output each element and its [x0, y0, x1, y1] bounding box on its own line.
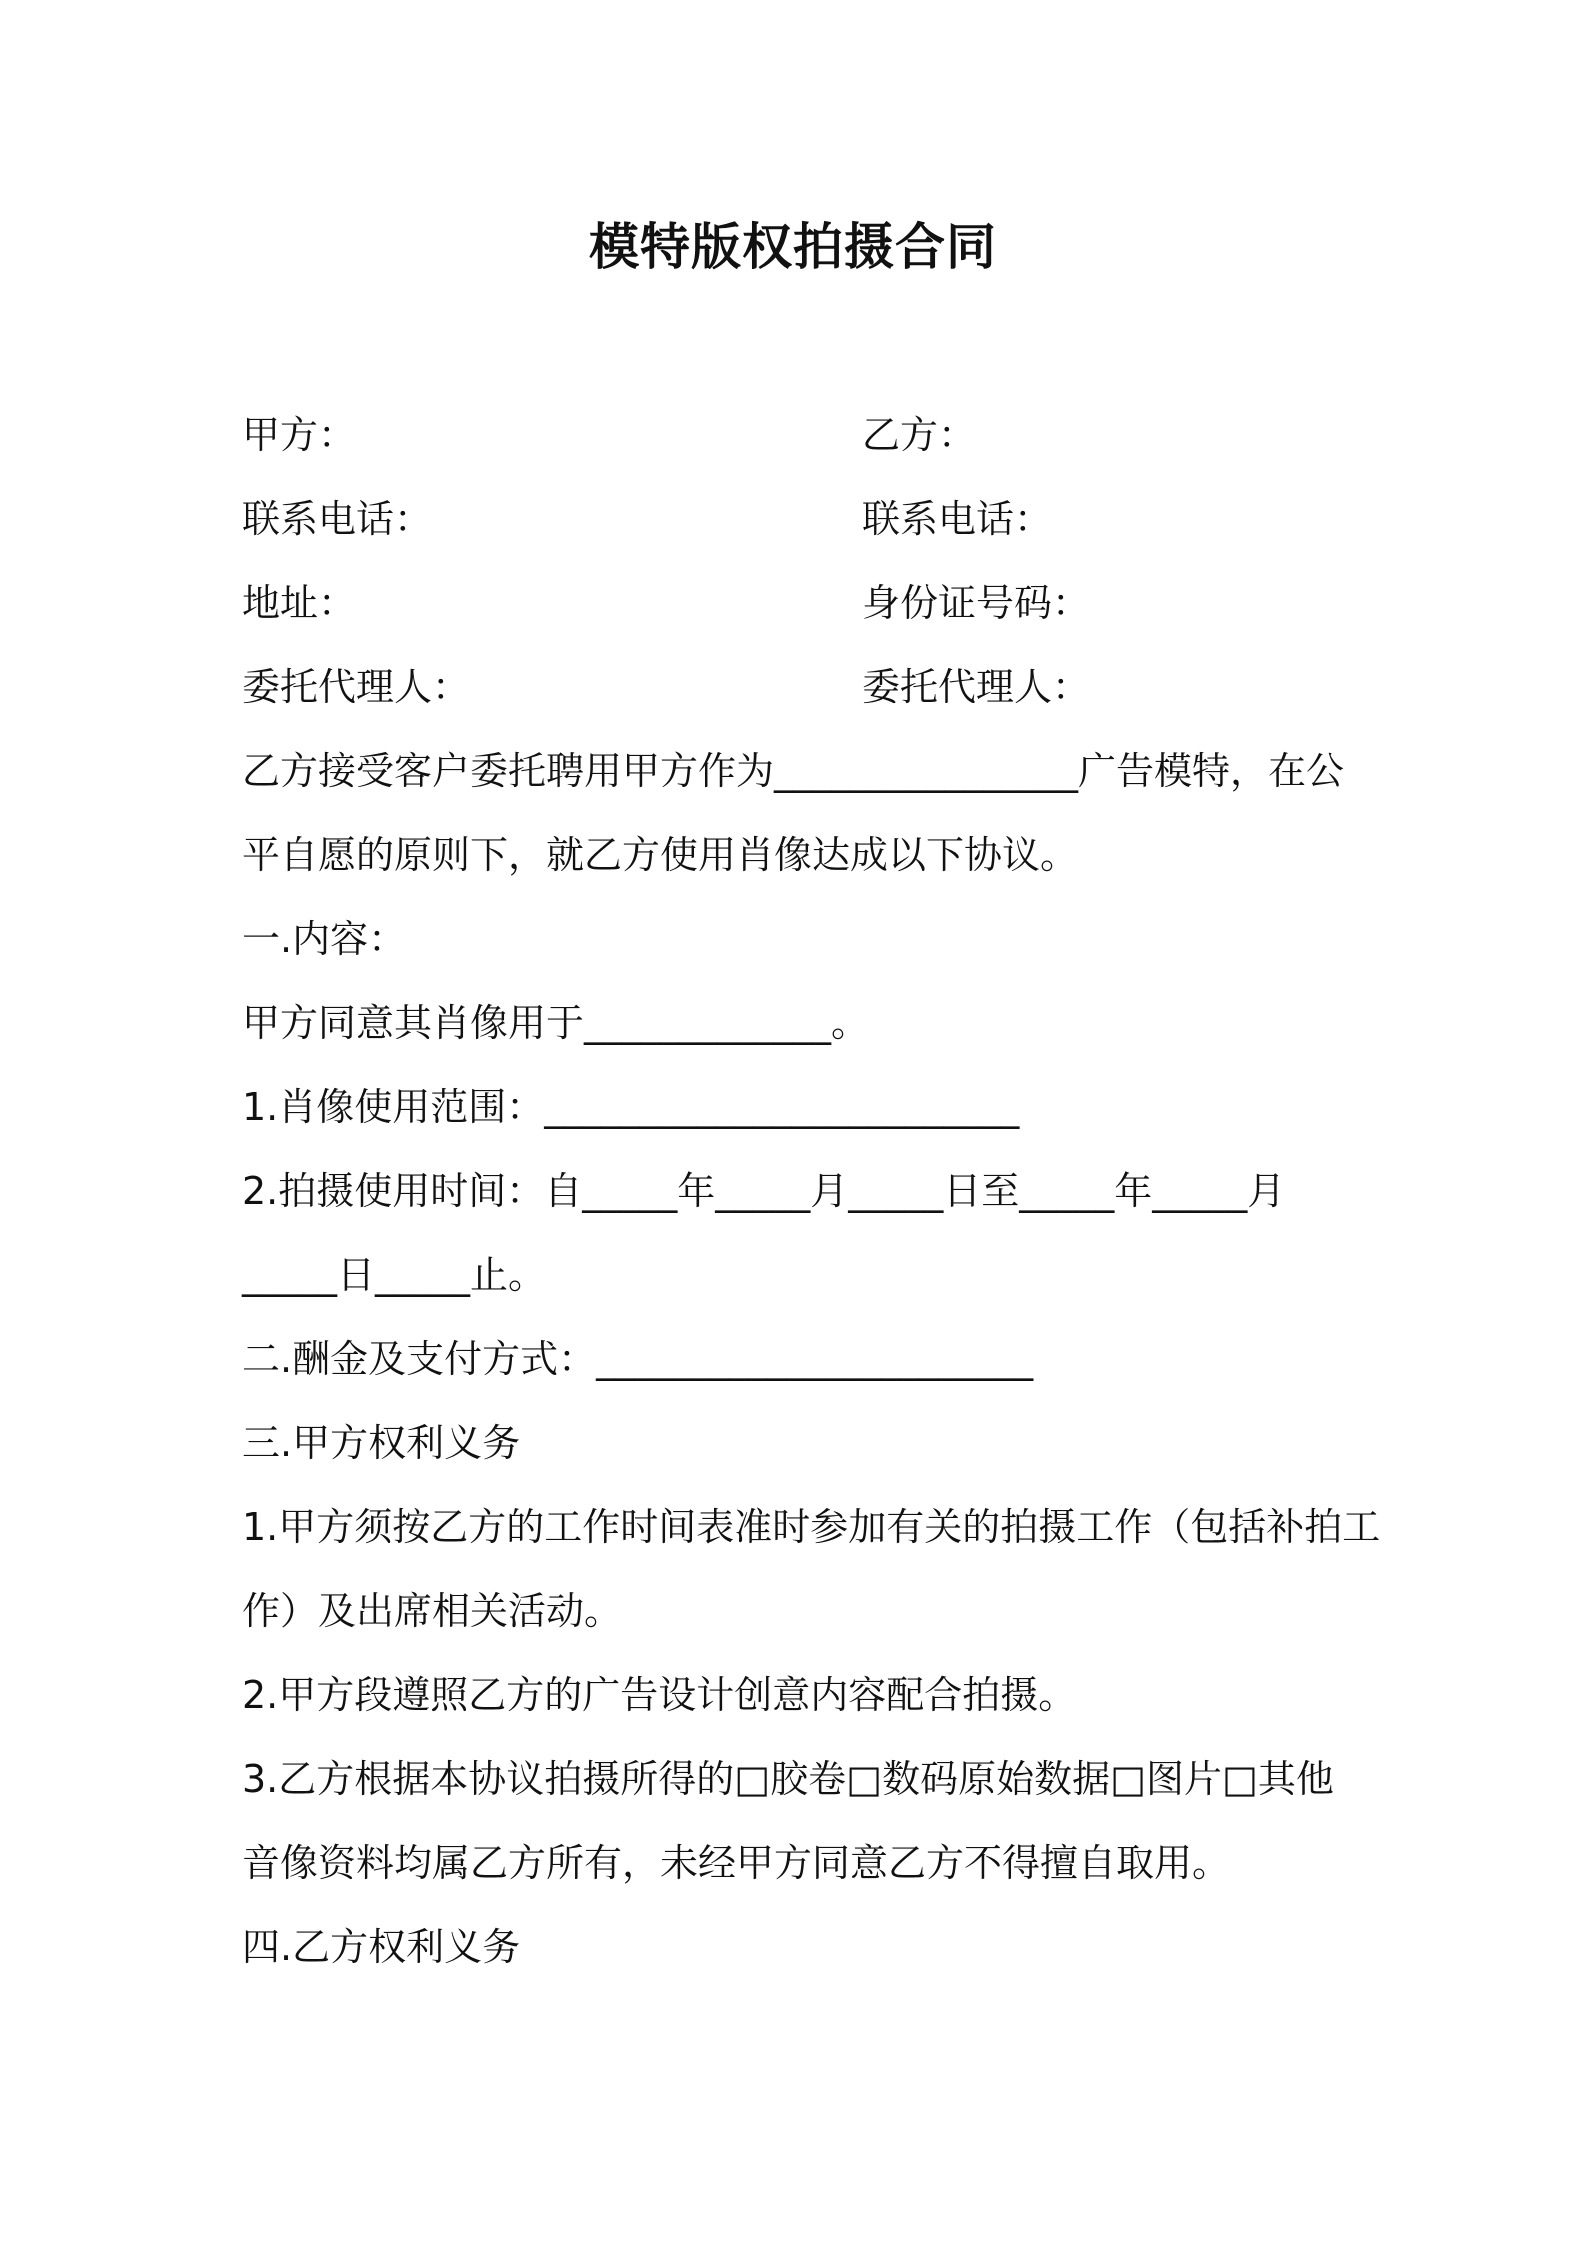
- party-a-address-label: 地址：: [242, 581, 357, 625]
- usage-time-line-2: _____日_____止。: [242, 1253, 547, 1297]
- intro-line-2: 平自愿的原则下，就乙方使用肖像达成以下协议。: [242, 833, 1079, 877]
- intro-line-1: 乙方接受客户委托聘用甲方作为________________广告模特，在公: [242, 749, 1345, 793]
- section-2-heading: 二.酬金及支付方式：_______________________: [242, 1337, 1034, 1381]
- document-title: 模特版权拍摄合同: [589, 218, 997, 276]
- section-4-heading: 四.乙方权利义务: [242, 1925, 521, 1969]
- party-b-label: 乙方：: [862, 413, 977, 457]
- party-a-label: 甲方：: [242, 413, 357, 457]
- clause-3-3-line-1: 3.乙方根据本协议拍摄所得的□胶卷□数码原始数据□图片□其他: [242, 1757, 1334, 1801]
- party-b-id-label: 身份证号码：: [862, 581, 1091, 625]
- party-b-agent-label: 委托代理人：: [862, 665, 1091, 709]
- section-3-heading: 三.甲方权利义务: [242, 1421, 521, 1465]
- party-b-phone-label: 联系电话：: [862, 497, 1053, 541]
- clause-3-1-line-1: 1.甲方须按乙方的工作时间表准时参加有关的拍摄工作（包括补拍工: [242, 1505, 1381, 1549]
- usage-time-line-1: 2.拍摄使用时间：自_____年_____月_____日至_____年_____月: [242, 1169, 1286, 1213]
- party-a-phone-label: 联系电话：: [242, 497, 433, 541]
- usage-scope-line: 1.肖像使用范围：_________________________: [242, 1085, 1020, 1129]
- clause-3-1-line-2: 作）及出席相关活动。: [242, 1589, 623, 1633]
- party-a-agent-label: 委托代理人：: [242, 665, 471, 709]
- section-1-heading: 一.内容：: [242, 917, 407, 961]
- content-line: 甲方同意其肖像用于_____________。: [242, 1001, 870, 1045]
- clause-3-2: 2.甲方段遵照乙方的广告设计创意内容配合拍摄。: [242, 1673, 1077, 1717]
- clause-3-3-line-2: 音像资料均属乙方所有，未经甲方同意乙方不得擅自取用。: [242, 1841, 1231, 1885]
